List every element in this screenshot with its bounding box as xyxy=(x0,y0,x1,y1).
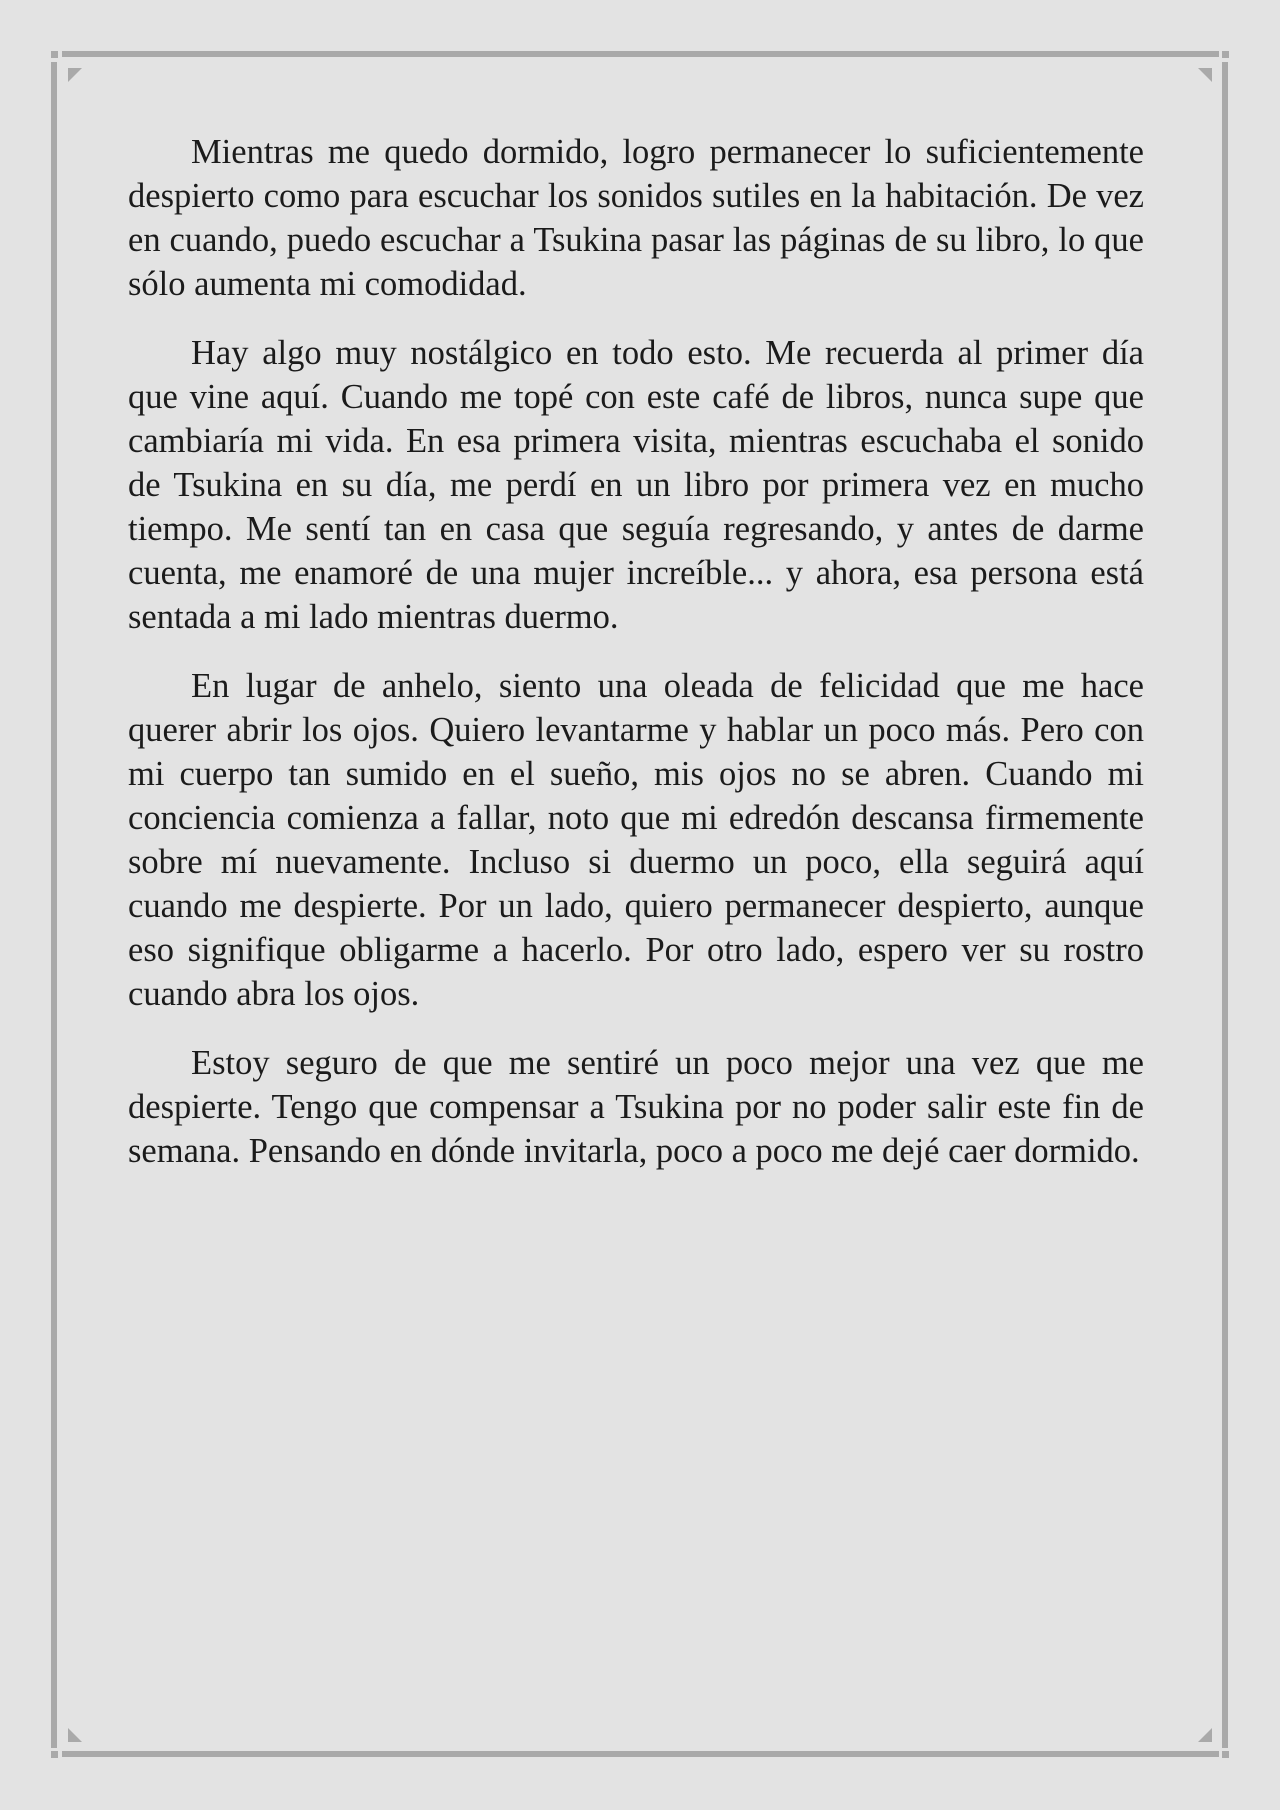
paragraph: En lugar de anhelo, siento una oleada de felicidad que me hace querer abrir los ojos. Quiero levantarme y hablar un poco más. Pero con mi cuerpo tan sumido en el sueño, mis ojos no se abren. Cuando mi conciencia comienza a fallar, noto que mi edredón descansa firmemente sobre mí nuevamente. Incluso si duermo un poco, ella seguirá aquí cuando me despierte. Por un lado, quiero permanecer despierto, aunque eso signifique obligarme a hacerlo. Por otro lado, espero ver su rostro cuando abra los ojos. xyxy=(128,667,1144,1013)
frame-border-right xyxy=(1222,62,1228,1748)
frame-corner-bottom-left xyxy=(51,1751,58,1758)
frame-ornament-top-left xyxy=(68,68,82,82)
frame-border-top xyxy=(62,51,1219,57)
page-body xyxy=(128,130,1144,1198)
frame-corner-top-right xyxy=(1222,51,1229,58)
paragraph: Hay algo muy nostálgico en todo esto. Me recuerda al primer día que vine aquí. Cuando me topé con este café de libros, nunca supe que cambiaría mi vida. En esa primera visita, mientras escuchaba el sonido de Tsukina en su día, me perdí en un libro por primera vez en mucho tiempo. Me sentí tan en casa que seguía regresando, y antes de darme cuenta, me enamoré de una mujer increíble... y ahora, esa persona está sentada a mi lado mientras duermo. xyxy=(128,334,1144,636)
frame-border-bottom xyxy=(62,1751,1219,1757)
frame-ornament-bottom-left xyxy=(68,1728,82,1742)
frame-ornament-top-right xyxy=(1198,68,1212,82)
paragraph: Estoy seguro de que me sentiré un poco mejor una vez que me despierte. Tengo que compensar a Tsukina por no poder salir este fin de semana. Pensando en dónde invitarla, poco a poco me dejé caer dormido. xyxy=(128,1044,1144,1170)
frame-border-left xyxy=(51,62,57,1748)
frame-ornament-bottom-right xyxy=(1198,1728,1212,1742)
paragraph: Mientras me quedo dormido, logro permanecer lo suficientemente despierto como para escuchar los sonidos sutiles en la habitación. De vez en cuando, puedo escuchar a Tsukina pasar las páginas de su libro, lo que sólo aumenta mi comodidad. xyxy=(128,133,1144,303)
frame-corner-top-left xyxy=(51,51,58,58)
frame-corner-bottom-right xyxy=(1222,1751,1229,1758)
